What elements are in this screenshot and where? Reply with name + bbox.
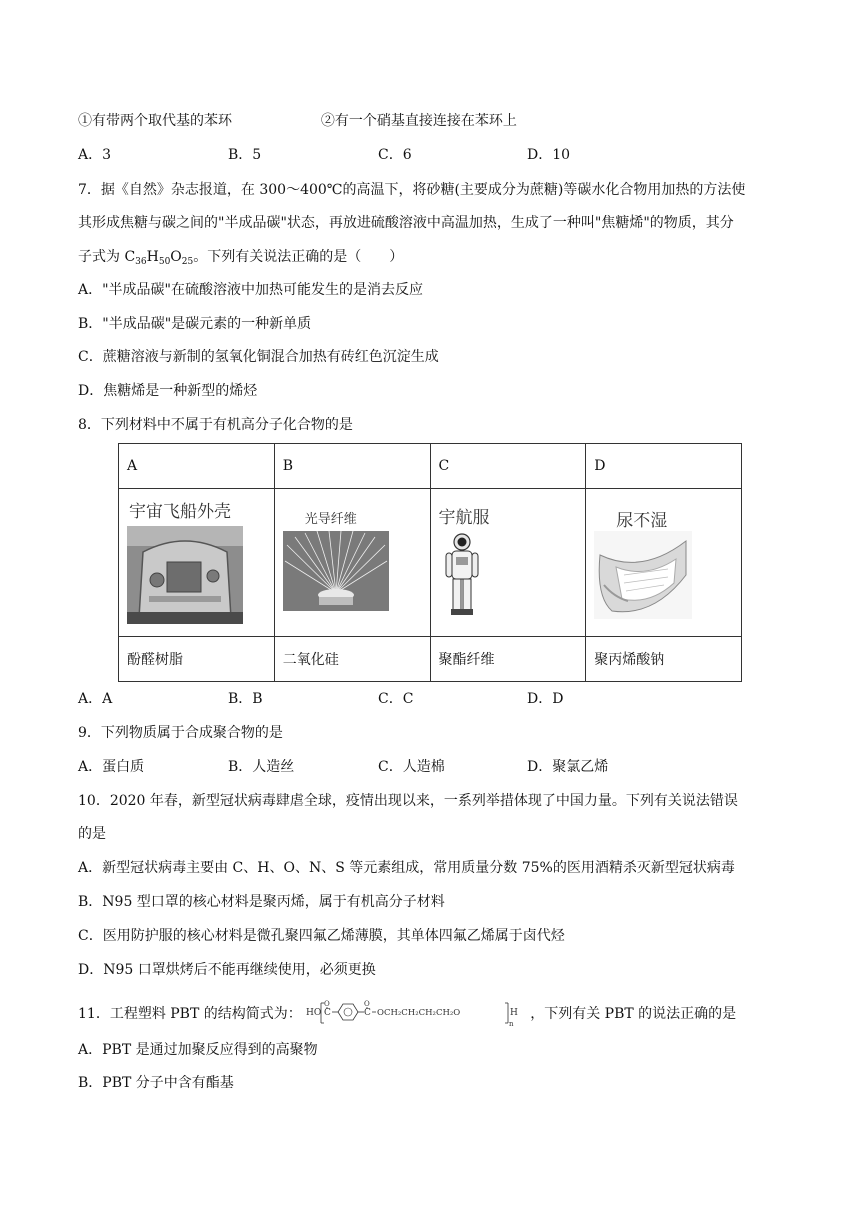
q7-stem-line1: 7．据《自然》杂志报道，在 300～400℃的高温下，将砂糖(主要成分为蔗糖)等碳水化合物用加热的方法使: [78, 182, 746, 198]
q10-option-c: C．医用防护服的核心材料是微孔聚四氟乙烯薄膜，其单体四氟乙烯属于卤代烃: [78, 928, 565, 944]
svg-text:H: H: [510, 1008, 519, 1018]
optical-fiber-image: [283, 531, 389, 611]
q7-stem-line3: 子式为 $C_{36}H_{50}O_{25}$。下列有关说法正确的是（ ）: [78, 249, 404, 267]
svg-text:C: C: [324, 1008, 332, 1018]
q9-options: [78, 757, 778, 777]
diaper-cell: [586, 489, 742, 637]
material-sodium-polyacrylate: 聚丙烯酸钠: [586, 637, 742, 682]
q6-condition-1: ①有带两个取代基的苯环: [78, 113, 232, 129]
q8-options: [78, 689, 778, 709]
q8-option-b: B．B: [228, 691, 263, 707]
q9-option-b: B．人造丝: [228, 759, 295, 775]
q9-option-c: C．人造棉: [378, 759, 445, 775]
svg-text:n: n: [509, 1020, 514, 1027]
space-suit-image: [445, 533, 479, 617]
material-polyester-fiber: 聚酯纤维: [430, 637, 586, 682]
table-header-b: B: [274, 444, 430, 489]
q7-option-c: C．蔗糖溶液与新制的氢氧化铜混合加热有砖红色沉淀生成: [78, 349, 439, 365]
q11-stem: [78, 999, 736, 1027]
table-header-d: D: [586, 444, 742, 489]
q11-option-a: A．PBT 是通过加聚反应得到的高聚物: [78, 1042, 318, 1058]
optical-fiber-caption: 光导纤维: [304, 512, 357, 527]
optical-fiber-cell: [274, 489, 430, 637]
q6-option-b: B．5: [228, 147, 262, 163]
material-phenolic-resin: 酚醛树脂: [119, 637, 275, 682]
q7-option-a: A．"半成品碳"在硫酸溶液中加热可能发生的是消去反应: [78, 282, 423, 298]
q10-stem-line2: 的是: [78, 826, 106, 842]
q11-stem-suffix: ，下列有关 PBT 的说法正确的是: [530, 1006, 737, 1022]
q8-option-a: A．A: [78, 691, 113, 707]
q10-option-b: B．N95 型口罩的核心材料是聚丙烯，属于有机高分子材料: [78, 894, 445, 910]
svg-text:C: C: [364, 1008, 372, 1018]
diaper-caption: 尿不湿: [616, 511, 668, 531]
q11-stem-prefix: 11．工程塑料 PBT 的结构简式为：: [78, 1006, 302, 1022]
q7-option-d: D．焦糖烯是一种新型的烯烃: [78, 383, 258, 399]
q10-stem-line1: 10．2020 年春，新型冠状病毒肆虐全球，疫情出现以来，一系列举措体现了中国力量。下列有关说法错误: [78, 793, 738, 809]
q6-conditions: [78, 111, 517, 131]
space-suit-cell: [430, 489, 586, 637]
svg-text:OCH₂CH₂CH₂CH₂O: OCH₂CH₂CH₂CH₂O: [377, 1008, 461, 1018]
material-silicon-dioxide: 二氧化硅: [274, 637, 430, 682]
spaceship-capsule-image: [127, 526, 243, 624]
q9-option-d: D．聚氯乙烯: [527, 759, 609, 775]
q6-option-a: A．3: [78, 147, 112, 163]
pbt-structural-formula: [306, 999, 530, 1027]
q8-material-table: [118, 443, 742, 682]
q11-option-b: B．PBT 分子中含有酯基: [78, 1075, 234, 1091]
q8-option-d: D．D: [527, 691, 564, 707]
diaper-image: [594, 531, 692, 619]
q6-options: [78, 145, 778, 165]
table-header-c: C: [430, 444, 586, 489]
svg-text:O: O: [364, 1000, 370, 1008]
q10-option-a: A．新型冠状病毒主要由 C、H、O、N、S 等元素组成，常用质量分数 75%的医用酒精杀灭新型冠状病毒: [78, 860, 735, 876]
q7-stem-line2: 其形成焦糖与碳之间的"半成品碳"状态，再放进硫酸溶液中高温加热，生成了一种叫"焦糖烯"的物质，其分: [78, 215, 734, 231]
q10-option-d: D．N95 口罩烘烤后不能再继续使用，必须更换: [78, 962, 376, 978]
svg-text:O: O: [324, 1000, 330, 1008]
q6-condition-2: ②有一个硝基直接连接在苯环上: [320, 113, 517, 129]
q6-option-c: C．6: [378, 147, 412, 163]
q9-stem: 9．下列物质属于合成聚合物的是: [78, 725, 283, 741]
spaceship-shell-caption: 宇宙飞船外壳: [129, 502, 231, 522]
q6-option-d: D．10: [527, 147, 571, 163]
q9-option-a: A．蛋白质: [78, 759, 145, 775]
space-suit-caption: 宇航服: [438, 508, 490, 528]
spaceship-shell-cell: [119, 489, 275, 637]
q8-stem: 8．下列材料中不属于有机高分子化合物的是: [78, 417, 353, 433]
table-header-a: A: [119, 444, 275, 489]
q8-option-c: C．C: [378, 691, 414, 707]
q7-option-b: B．"半成品碳"是碳元素的一种新单质: [78, 316, 312, 332]
svg-text:HO: HO: [306, 1008, 322, 1018]
